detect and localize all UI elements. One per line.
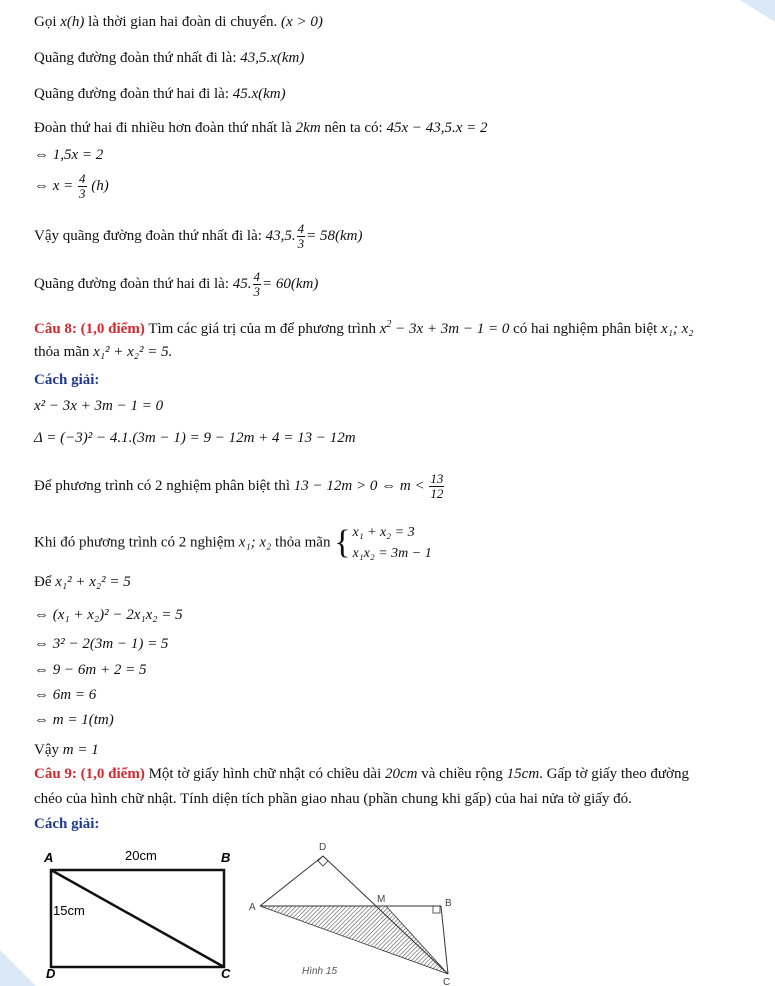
fraction: $\frac{4}{3}$ [79,171,86,201]
vertex-d-label: D [319,842,327,853]
intro-line: Gọi x(h) là thời gian hai đoàn di chuyển. (x > 0) [34,14,323,30]
vertex-c-label: C [443,977,451,986]
q8-step-requirement: Để x₁² + x₂² = 5 [34,574,131,590]
diagonal-ac [51,870,224,967]
fraction: $\frac{4}{3}$ [297,221,305,251]
q8-step-equation: x² − 3x + 3m − 1 = 0 [34,398,164,414]
q8-step-delta: Δ = (−3)² − 4.1.(3m − 1) = 9 − 12m + 4 = 13 − 12m [34,430,356,446]
corner-decoration-top [720,0,775,30]
q8-step-condition: Để phương trình có 2 nghiệm phân biệt thì 13 − 12m > 0 ⇔ m < $\frac{13}{12}$ [34,471,444,501]
question-9-line-2: chéo của hình chữ nhật. Tính diện tích phần giao nhau (phần chung khi gấp) của hai nửa tờ giấy đó. [34,791,632,807]
vertex-a-label: A [249,902,256,913]
question-8-header: Câu 8: (1,0 điểm) Tìm các giá trị của m để phương trình $x^2 - 3x + 3m - 1 = 0$ có hai nghiệm phân biệt x₁; x₂ [34,319,694,337]
question-8-label: Câu 8: (1,0 điểm) [34,321,145,337]
distance-second-line: Quãng đường đoàn thứ hai đi là: 45.x(km) [34,86,286,102]
question-9-method-heading: Cách giải: [34,816,100,832]
vertex-b-label: B [221,850,231,865]
question-9-header: Câu 9: (1,0 điểm) Một tờ giấy hình chữ nhật có chiều dài 20cm và chiều rộng 15cm. Gấp tờ giấy theo đường [34,766,689,782]
edge-bc [441,906,448,974]
difference-line: Đoàn thứ hai đi nhiều hơn đoàn thứ nhất là 2km nên ta có: 45x − 43,5.x = 2 [34,120,488,136]
right-angle-b [433,906,440,913]
overlap-region [260,906,448,974]
equation-step-2: ⇔ x = $\frac{4}{3}$ (h) [34,171,109,201]
q8-step-vieta: Khi đó phương trình có 2 nghiệm x₁; x₂ thỏa mãn { x₁ + x₂ = 3 x₁x₂ = 3m − 1 [34,522,432,564]
vertex-c-label: C [221,966,231,980]
equation-step-1: ⇔ 1,5x = 2 [34,147,104,163]
right-angle-d [318,856,328,866]
equation-system: x₁ + x₂ = 3 x₁x₂ = 3m − 1 [352,525,432,561]
vertex-a-label: A [44,850,54,865]
distance-first-line: Quãng đường đoàn thứ nhất đi là: 43,5.x(km) [34,50,305,66]
figure-caption: Hình 15 [302,966,338,977]
vertex-b-label: B [445,898,452,909]
question-9-label: Câu 9: (1,0 điểm) [34,766,145,782]
q8-step-6: ⇔ (x₁ + x₂)² − 2x₁x₂ = 5 [34,607,183,623]
fraction: $\frac{4}{3}$ [253,269,260,299]
top-length-label: 20cm [125,848,157,863]
question-8-method-heading: Cách giải: [34,372,100,388]
side-length-label: 15cm [53,903,85,918]
brace-symbol: { [334,524,351,561]
rectangle-figure [30,840,250,980]
fraction: $\frac{13}{12}$ [430,471,444,501]
point-m-label: M [377,894,386,905]
q8-step-9: ⇔ 6m = 6 [34,687,97,703]
conclusion-first: Vậy quãng đường đoàn thứ nhất đi là: 43,5. $\frac{4}{3}$ = 58(km) [34,221,363,251]
q8-step-7: ⇔ 3² − 2(3m − 1) = 5 [34,636,169,652]
vertex-d-label: D [46,966,56,980]
q8-step-8: ⇔ 9 − 6m + 2 = 5 [34,662,147,678]
q8-step-10: ⇔ m = 1(tm) [34,712,114,728]
conclusion-second: Quãng đường đoàn thứ hai đi là: 45. $\frac{4}{3}$ = 60(km) [34,269,319,299]
q8-conclusion: Vậy m = 1 [34,742,99,758]
folded-figure [245,838,470,986]
question-8-condition: thỏa mãn x₁² + x₂² = 5. [34,344,173,360]
